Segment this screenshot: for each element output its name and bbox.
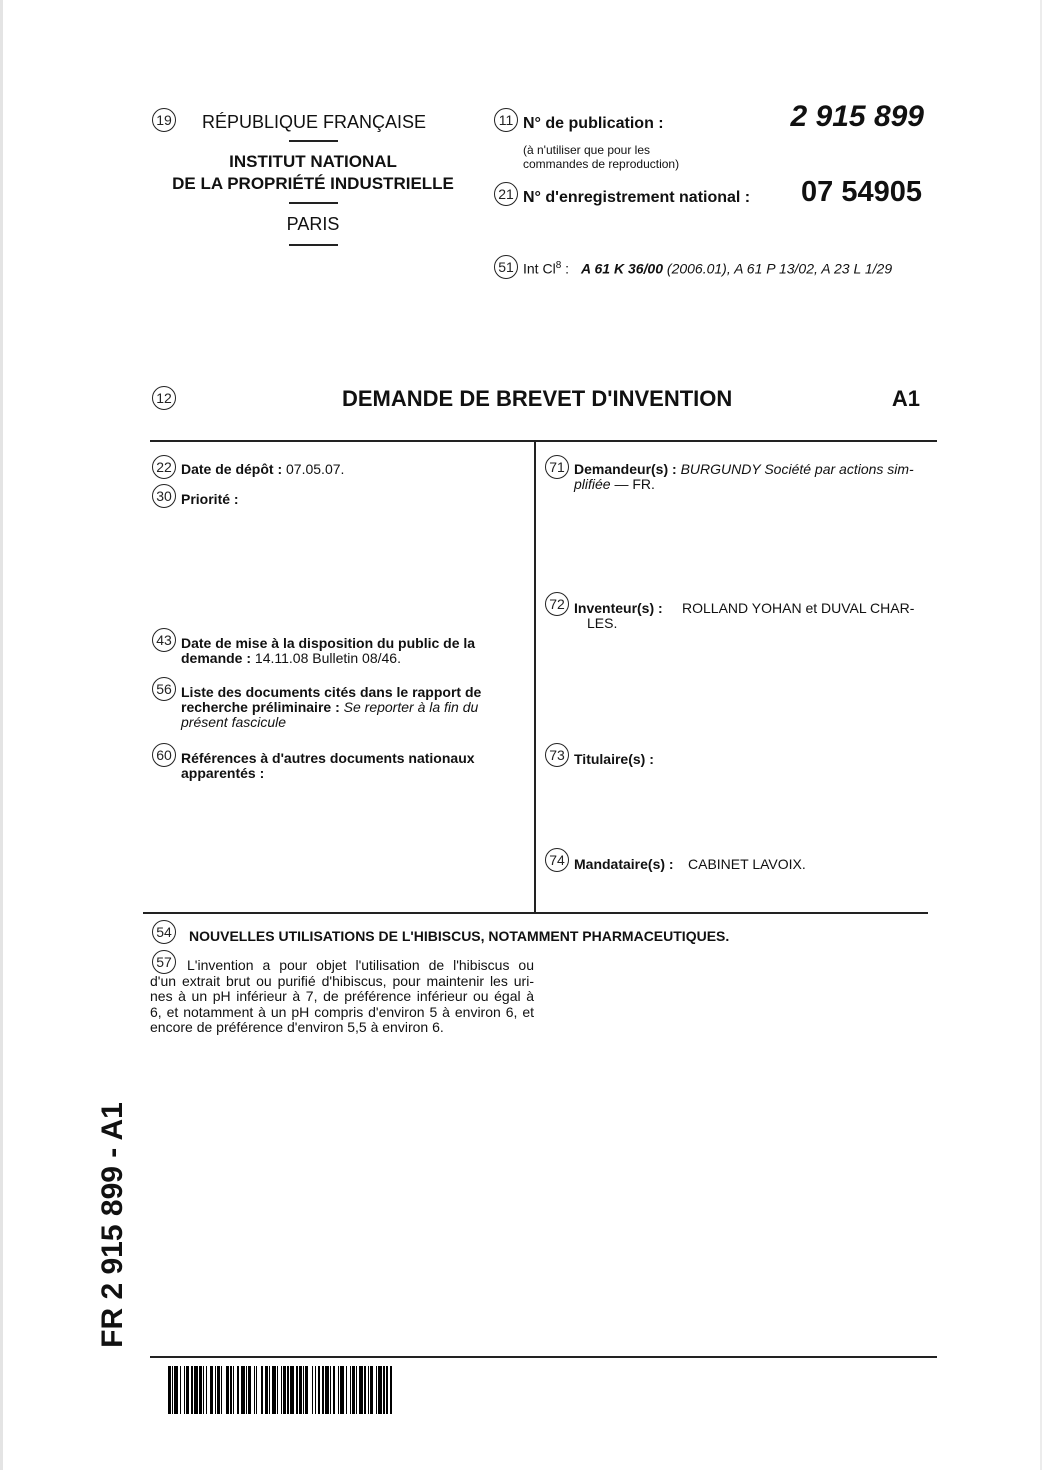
inid-code-56: 56 [152, 677, 176, 701]
publication-note-line: commandes de reproduction) [523, 157, 680, 171]
barcode [168, 1366, 496, 1414]
side-publication-label: FR 2 915 899 - A1 [96, 1102, 129, 1348]
inid-code-54: 54 [152, 920, 176, 944]
document-kind: A1 [891, 386, 920, 411]
filing-date [181, 461, 344, 477]
institute-line-1: INSTITUT NATIONAL [229, 152, 397, 171]
document-title: DEMANDE DE BREVET D'INVENTION [342, 386, 733, 411]
cited-documents-label: recherche préliminaire : [181, 699, 340, 715]
inid-code-51: 51 [494, 255, 518, 279]
agent-label: Mandataire(s) : [574, 856, 674, 872]
cited-documents [181, 685, 481, 730]
inid-code-12: 12 [152, 386, 176, 410]
registration-label: N° d'enregistrement national : [523, 189, 751, 206]
related-references-label: Références à d'autres documents nationaux [181, 750, 475, 766]
inventor-value: LES. [587, 615, 618, 631]
related-references [181, 751, 475, 781]
publication-number: 2 915 899 [790, 100, 924, 133]
applicant [574, 462, 914, 492]
classification-colon: : [561, 260, 570, 277]
applicant-value: plifiée [574, 476, 611, 492]
publication-label: N° de publication : [523, 115, 664, 132]
filing-date-label: Date de dépôt : [181, 461, 283, 477]
cited-documents-value: Se reporter à la fin du [339, 699, 479, 715]
related-references-label: apparentés : [181, 765, 265, 781]
classification [523, 260, 892, 277]
divider [289, 244, 338, 246]
classification-main: A 61 K 36/00 [581, 260, 664, 277]
holder-label: Titulaire(s) : [574, 751, 654, 767]
abstract-line: L'invention a pour objet l'utilisation de l'hibiscus ou [187, 957, 534, 973]
applicant-label: Demandeur(s) : [574, 461, 677, 477]
inid-code-11: 11 [494, 108, 518, 132]
abstract [150, 958, 534, 1036]
cited-documents-value: présent fascicule [181, 714, 287, 730]
page-edge [0, 0, 3, 1470]
inid-code-21: 21 [494, 182, 518, 206]
inventor-label: Inventeur(s) : [574, 600, 663, 616]
table-top-rule [150, 440, 937, 442]
inid-code-22: 22 [152, 455, 176, 479]
abstract-line: 6, et notamment à un pH compris d'environ 5 à environ 6, et [150, 1003, 534, 1020]
inventor-value: ROLLAND YOHAN et DUVAL CHAR- [682, 600, 915, 616]
applicant-value: BURGUNDY Société par actions sim- [676, 461, 914, 477]
availability-date [181, 636, 475, 666]
availability-value: 14.11.08 Bulletin 08/46. [251, 650, 401, 666]
publication-note [523, 143, 679, 171]
inid-code-57: 57 [152, 950, 176, 974]
abstract-line: nes à un pH inférieur à 7, de préférence inférieur ou égal à [150, 988, 534, 1004]
inid-code-30: 30 [152, 484, 176, 508]
city-label: PARIS [286, 214, 340, 234]
registration-number: 07 54905 [801, 176, 922, 208]
classification-secondary: (2006.01), A 61 P 13/02, A 23 L 1/29 [663, 260, 893, 277]
institute-name [150, 151, 476, 195]
availability-label: Date de mise à la disposition du public de la [181, 635, 476, 651]
inid-code-19: 19 [152, 108, 176, 132]
abstract-line: d'un extrait brut ou purifié d'hibiscus, pour maintenir les uri- [150, 972, 534, 989]
publication-note-line: (à n'utiliser que pour les [523, 143, 651, 157]
filing-date-value: 07.05.07. [282, 461, 345, 477]
inid-code-73: 73 [545, 743, 569, 767]
inid-code-72: 72 [545, 592, 569, 616]
inid-code-60: 60 [152, 743, 176, 767]
classification-edition: 8 [555, 260, 562, 271]
inid-code-74: 74 [545, 848, 569, 872]
republic-label: RÉPUBLIQUE FRANÇAISE [202, 112, 427, 132]
abstract-line: encore de préférence d'environ 5,5 à environ 6. [150, 1019, 444, 1035]
classification-label: Int Cl [523, 260, 556, 277]
inid-code-71: 71 [545, 455, 569, 479]
divider [289, 202, 338, 204]
cited-documents-label: Liste des documents cités dans le rapport de [181, 684, 482, 700]
priority-label: Priorité : [181, 491, 239, 507]
institute-line-2: DE LA PROPRIÉTÉ INDUSTRIELLE [172, 174, 454, 193]
table-column-divider [534, 440, 536, 912]
availability-label: demande : [181, 650, 252, 666]
divider [289, 140, 338, 142]
invention-title: NOUVELLES UTILISATIONS DE L'HIBISCUS, NOTAMMENT PHARMACEUTIQUES. [189, 928, 730, 944]
inid-code-43: 43 [152, 628, 176, 652]
agent-value: CABINET LAVOIX. [688, 856, 806, 872]
applicant-country: — FR. [610, 476, 655, 492]
footer-rule [150, 1356, 937, 1358]
table-bottom-rule [143, 912, 928, 914]
